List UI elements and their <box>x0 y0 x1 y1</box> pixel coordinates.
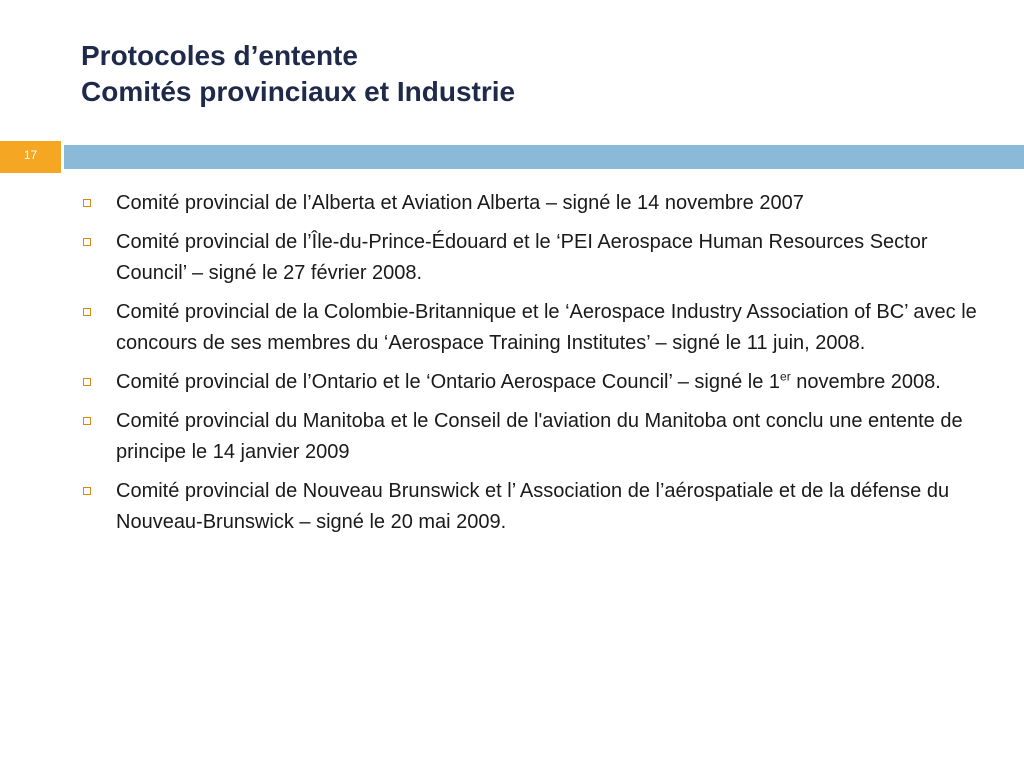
slide-title <box>81 38 981 110</box>
bullet-item-ontario <box>80 367 980 398</box>
bullet-text <box>116 371 941 393</box>
bullet-text: Comité provincial de l’Alberta et Aviation Alberta – signé le 14 novembre 2007 <box>116 192 804 214</box>
hollow-square-bullet-icon <box>83 378 91 386</box>
bullet-text: Comité provincial de Nouveau Brunswick et l’ Association de l’aérospatiale et de la défense du Nouveau-Brunswick – signé le 20 mai 2009. <box>116 480 950 533</box>
hollow-square-bullet-icon <box>83 417 91 425</box>
slide-title-line-1: Protocoles d’entente <box>81 40 358 71</box>
bullet-text: Comité provincial de la Colombie-Britannique et le ‘Aerospace Industry Association of BC’ avec le concours de ses membres du ‘Aerospace Training Institutes’ – signé le 11 juin, 2008. <box>116 301 977 354</box>
bullet-text: Comité provincial de l’Île-du-Prince-Édouard et le ‘PEI Aerospace Human Resources Sector Council’ – signé le 27 février 2008. <box>116 231 928 284</box>
title-divider-bar <box>64 145 1024 169</box>
bullet-text-after: novembre 2008. <box>790 371 941 393</box>
hollow-square-bullet-icon <box>83 238 91 246</box>
bullet-item-alberta <box>80 188 980 219</box>
bullet-text: Comité provincial du Manitoba et le Conseil de l'aviation du Manitoba ont conclu une entente de principe le 14 janvier 2009 <box>116 410 963 463</box>
hollow-square-bullet-icon <box>83 308 91 316</box>
ordinal-superscript: er <box>780 369 791 384</box>
slide-title-line-2: Comités provinciaux et Industrie <box>81 76 516 107</box>
bullet-item-manitoba <box>80 406 980 468</box>
bullet-item-british-columbia <box>80 297 980 359</box>
bullet-list <box>80 188 980 546</box>
hollow-square-bullet-icon <box>83 487 91 495</box>
slide-number: 17 <box>0 141 61 173</box>
bullet-item-new-brunswick <box>80 476 980 538</box>
bullet-text-before: Comité provincial de l’Ontario et le ‘Ontario Aerospace Council’ – signé le 1 <box>116 371 781 393</box>
hollow-square-bullet-icon <box>83 199 91 207</box>
bullet-item-pei <box>80 227 980 289</box>
